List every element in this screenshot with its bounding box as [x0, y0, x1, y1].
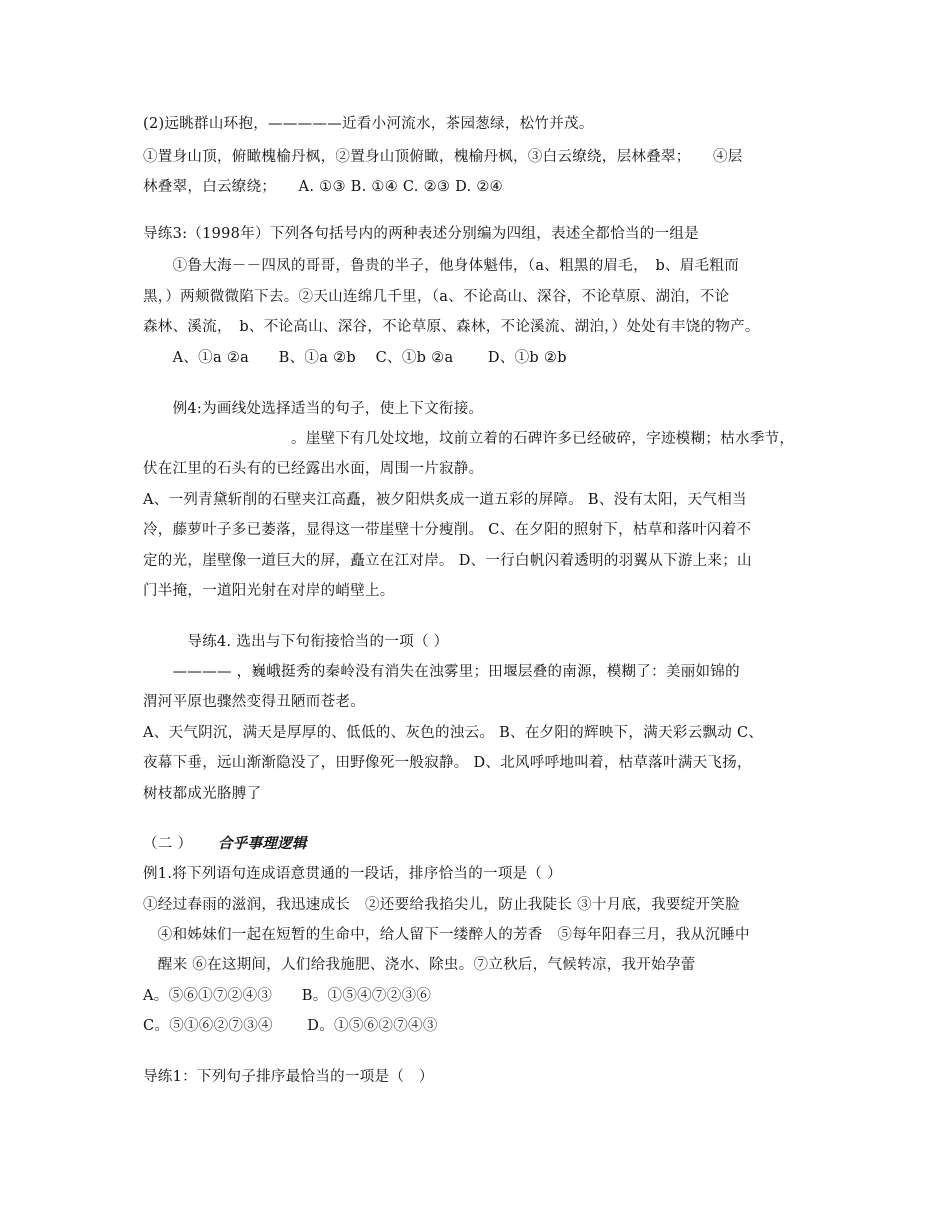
text-line: 渭河平原也骤然变得丑陋而苍老。 — [143, 694, 365, 710]
text-line: 黑，）两颊微微陷下去。②天山连绵几千里，（a、不论高山、深谷，不论草原、湖泊，不论 — [143, 289, 730, 305]
text-line: 门半掩，一道阳光射在对岸的峭壁上。 — [143, 583, 395, 599]
text-line: ①置身山顶，俯瞰槐榆丹枫，②置身山顶俯瞰，槐榆丹枫，③白云缭绕，层林叠翠； ④层 — [143, 149, 743, 165]
text-line: 夜幕下垂，远山渐渐隐没了，田野像死一般寂静。 D、北风呼呼地叫着，枯草落叶满天飞扬， — [143, 755, 752, 771]
text-line: 。崖壁下有几处坟地，坟前立着的石碑许多已经破碎，字迹模糊；枯水季节， — [143, 431, 795, 447]
text-line: 醒来 ⑥在这期间，人们给我施肥、浇水、除虫。⑦立秋后，气候转凉，我开始孕蕾 — [143, 957, 696, 973]
text-line: ④和姊妹们一起在短暂的生命中，给人留下一缕醉人的芳香 ⑤每年阳春三月，我从沉睡中 — [143, 927, 750, 943]
text-line: ①经过春雨的滋润，我迅速成长 ②还要给我掐尖儿，防止我陡长 ③十月底，我要绽开笑脸 — [143, 897, 740, 913]
text-line: 定的光，崖壁像一道巨大的屏，矗立在江对岸。 D、一行白帆闪着透明的羽翼从下游上来；山 — [143, 553, 752, 569]
text-line: A、一列青黛斩削的石壁夹江高矗，被夕阳烘炙成一道五彩的屏障。 B、没有太阳，天气相当 — [143, 492, 747, 508]
text-line: A。⑤⑥①⑦②④③ B。①⑤④⑦②③⑥ — [143, 988, 432, 1004]
section-number: （二 ） — [143, 836, 215, 852]
text-line: 林叠翠，白云缭绕； A. ①③ B. ①④ C. ②③ D. ②④ — [143, 179, 503, 195]
text-line: 例4:为画线处选择适当的句子，使上下文衔接。 — [143, 401, 484, 417]
text-line: (2)远眺群山环抱，—————近看小河流水，茶园葱绿，松竹并茂。 — [143, 116, 594, 132]
text-line: 导练3:（1998年）下列各句括号内的两种表述分别编为四组，表述全都恰当的一组是 — [143, 226, 700, 242]
text-line: 冷，藤萝叶子多已萎落，显得这一带崖壁十分瘦削。 C、在夕阳的照射下，枯草和落叶闪着不 — [143, 522, 752, 538]
text-line: 伏在江里的石头有的已经露出水面，周围一片寂静。 — [143, 461, 484, 477]
section-heading: 合乎事理逻辑 — [218, 835, 307, 852]
text-line: 森林、溪流， b、不论高山、深谷，不论草原、森林，不论溪流、湖泊，）处处有丰饶的物产。 — [143, 319, 760, 335]
text-line: A、天气阴沉，满天是厚厚的、低低的、灰色的浊云。 B、在夕阳的辉映下，满天彩云飘动 C、 — [143, 725, 764, 741]
text-line: ①鲁大海－－四凤的哥哥，鲁贵的半子，他身体魁伟，（a、粗黑的眉毛， b、眉毛粗而 — [143, 258, 740, 274]
text-line: 导练4. 选出与下句衔接恰当的一项（ ） — [143, 634, 449, 650]
text-line: ———— ，巍峨挺秀的秦岭没有消失在浊雾里；田堰层叠的南源，模糊了：美丽如锦的 — [143, 664, 740, 680]
text-line: 导练1：下列句子排序最恰当的一项是（ ） — [143, 1069, 434, 1085]
text-line: C。⑤①⑥②⑦③④ D。①⑤⑥②⑦④③ — [143, 1018, 438, 1034]
text-line: 例1.将下列语句连成语意贯通的一段话，排序恰当的一项是（ ） — [143, 866, 562, 882]
text-line: A、①a ②a B、①a ②b C、①b ②a D、①b ②b — [143, 350, 567, 366]
text-line: 树枝都成光胳膊了 — [143, 786, 262, 802]
